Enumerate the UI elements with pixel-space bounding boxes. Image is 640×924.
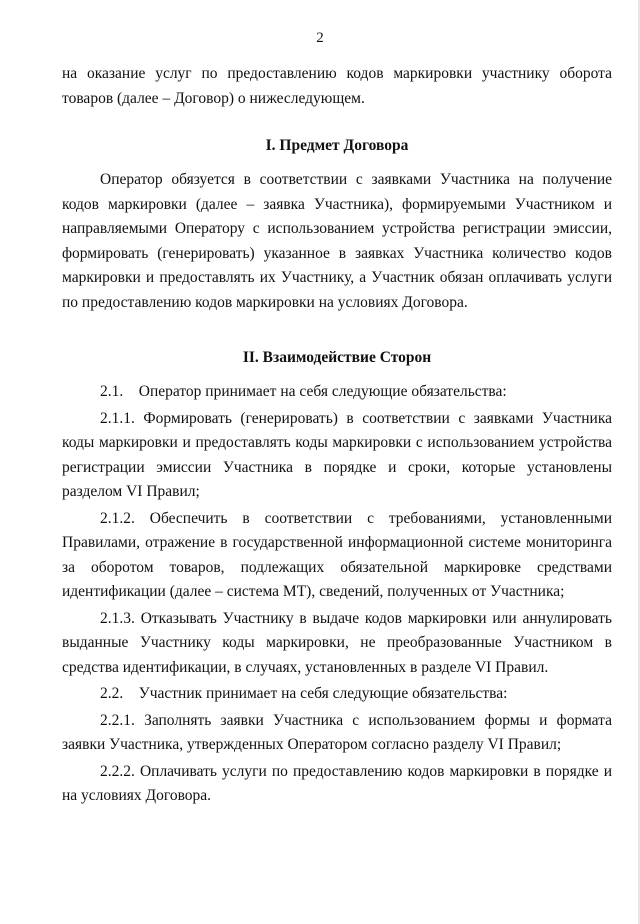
clause-2-2-1: 2.2.1. Заполнять заявки Участника с использованием формы и формата заявки Участника, утвержденных Оператором согласно разделу VI Правил; bbox=[62, 711, 612, 753]
clause-2-2: 2.2. Участник принимает на себя следующие обязательства: bbox=[100, 685, 508, 702]
section-1-body bbox=[62, 168, 612, 315]
intro-text-block bbox=[62, 62, 612, 111]
page-number: 2 bbox=[316, 30, 324, 46]
section-2-heading: II. Взаимодействие Сторон bbox=[242, 349, 432, 366]
clause-2-1-3: 2.1.3. Отказывать Участнику в выдаче кодов маркировки или аннулировать выданные Участнику коды маркировки, не преобразованные Участником в средства идентификации, в случаях, установленных в разделе VI Правил. bbox=[62, 609, 612, 676]
clause-2-2-2: 2.2.2. Оплачивать услуги по предоставлению кодов маркировки в порядке и на условиях Договора. bbox=[62, 762, 612, 804]
section-1-heading-block bbox=[62, 134, 612, 159]
clause-2-1: 2.1. Оператор принимает на себя следующие обязательства: bbox=[100, 383, 507, 400]
intro-paragraph: на оказание услуг по предоставлению кодов маркировки участнику оборота товаров (далее – Договор) о нижеследующем. bbox=[62, 65, 612, 107]
clause-2-1-1: 2.1.1. Формировать (генерировать) в соответствии с заявками Участника коды маркировки и предоставлять коды маркировки с использованием устройства регистрации эмиссии Участника в порядке и сроки, которые установлены разделом VI Правил; bbox=[62, 409, 612, 500]
section-1-paragraph: Оператор обязуется в соответствии с заявками Участника на получение кодов маркировки (далее – заявка Участника), формируемыми Участником и направляемыми Оператору с использованием устройства регистрации эмиссии, формировать (генерировать) указанное в заявках Участника количество кодов маркировки и предоставлять их Участнику, а Участник обязан оплачивать услуги по предоставлению кодов маркировки на условиях Договора. bbox=[62, 171, 612, 311]
section-2-heading-block bbox=[62, 346, 612, 371]
section-2-body bbox=[62, 380, 612, 809]
section-1-heading: I. Предмет Договора bbox=[265, 137, 409, 154]
clause-2-1-2: 2.1.2. Обеспечить в соответствии с требованиями, установленными Правилами, отражение в государственной информационной системе мониторинга за оборотом товаров, подлежащих обязательной маркировке средствами идентификации (далее – система МТ), сведений, полученных от Участника; bbox=[62, 509, 612, 600]
